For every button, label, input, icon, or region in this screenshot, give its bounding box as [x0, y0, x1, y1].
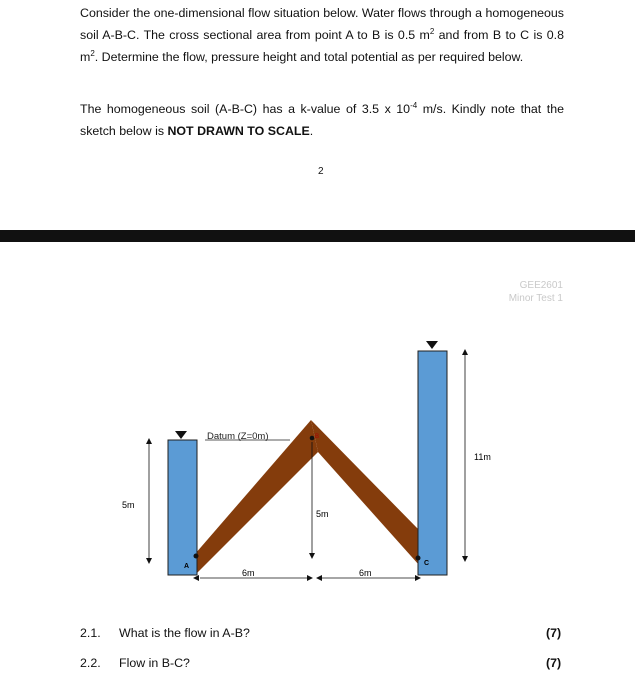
- span-ab-label: 6m: [242, 568, 255, 578]
- right-standpipe: [418, 351, 447, 575]
- left-dimension-arrow-top: [146, 438, 152, 444]
- mid-height-label: 5m: [316, 509, 329, 519]
- point-c-dot: [416, 556, 421, 561]
- soil-segment-bc: [311, 420, 419, 565]
- intro-paragraph-1: Consider the one-dimensional flow situation below. Water flows through a homogeneous soil A-B-C. The cross sectional area from point A to B is 0.5 $m^2$ and from B to C is 0.8 $m^2$. Determine the flow, pressure height and total potential as per required below.: [80, 6, 564, 64]
- left-height-label: 5m: [122, 500, 135, 510]
- right-dimension-arrow-top: [462, 349, 468, 355]
- right-dimension-arrow-bottom: [462, 556, 468, 562]
- intro-paragraph-2: The homogeneous soil (A-B-C) has a k-value of 3.5 x $10^{-4}$ m/s. Kindly note that the sketch below is NOT DRAWN TO SCALE.: [80, 100, 564, 138]
- point-b-label: B: [315, 434, 320, 440]
- point-a-label: A: [184, 563, 190, 570]
- right-height-label: 11m: [474, 452, 491, 462]
- page-number: 2: [318, 166, 324, 177]
- point-a-dot: [194, 554, 199, 559]
- mid-dimension-arrow-bottom: [309, 553, 315, 559]
- soil-segment-ab: [195, 420, 318, 573]
- left-dimension-arrow-bottom: [146, 558, 152, 564]
- span-ab-arrow-left: [193, 575, 199, 581]
- point-c-label: C: [424, 560, 430, 567]
- span-bc-label: 6m: [359, 568, 372, 578]
- span-bc-arrow-right: [415, 575, 421, 581]
- span-bc-arrow-left: [316, 575, 322, 581]
- left-standpipe: [168, 440, 197, 575]
- span-ab-arrow-right: [307, 575, 313, 581]
- question-2-1-marks: (7): [546, 626, 562, 640]
- watermark: GEE2601 Minor Test 1: [508, 280, 563, 304]
- left-water-level-marker: [175, 431, 187, 439]
- not-to-scale-note: NOT DRAWN TO SCALE: [167, 124, 310, 138]
- datum-label: Datum (Z=0m): [207, 431, 269, 442]
- point-b-dot: [310, 436, 315, 441]
- right-water-level-marker: [426, 341, 438, 349]
- question-2-2-marks: (7): [546, 656, 562, 670]
